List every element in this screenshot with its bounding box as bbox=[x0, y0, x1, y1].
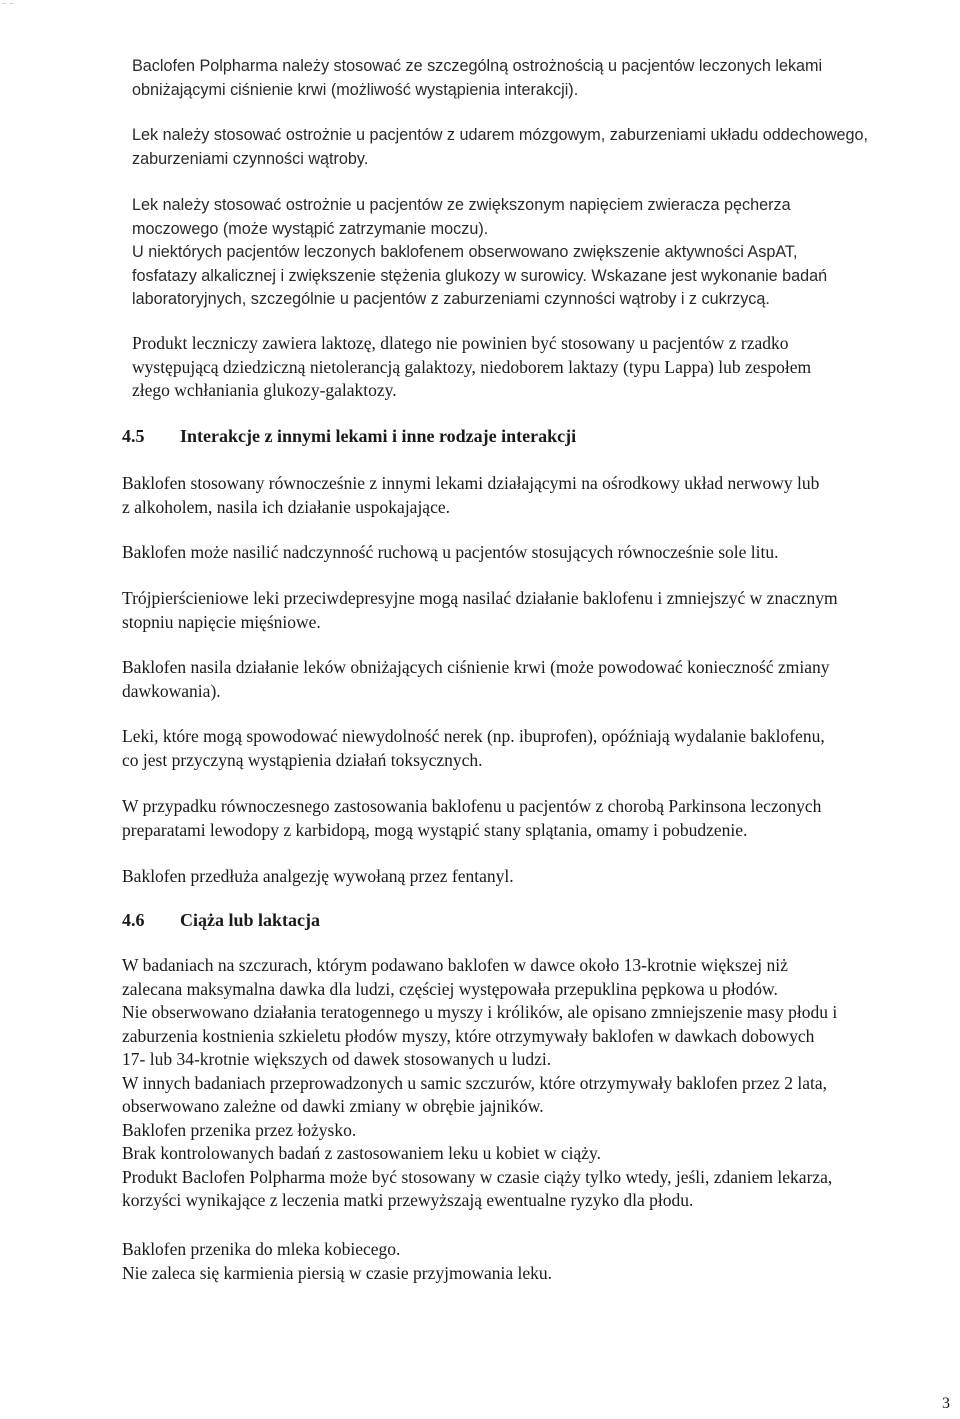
page-number: 3 bbox=[942, 1395, 950, 1412]
paragraph-hypotensive-caution: Baclofen Polpharma należy stosować ze szczególną ostrożnością u pacjentów leczonych lekami obniżającymi ciśnienie krwi (możliwość wystąpienia interakcji). bbox=[132, 57, 823, 99]
corner-mark: ⁻ ⁻ bbox=[2, 0, 14, 10]
section-title: Ciąża lub laktacja bbox=[180, 910, 321, 930]
section-title: Interakcje z innymi lekami i inne rodzaje interakcji bbox=[180, 426, 577, 446]
section-number: 4.5 bbox=[122, 426, 145, 446]
paragraph-pregnancy-studies: W badaniach na szczurach, którym podawano baklofen w dawce około 13-krotnie większej niż zalecana maksymalna dawka dla ludzi, częściej występowała przepuklina pępkowa u płodów. Nie obserwowano działania teratogennego u myszy i królików, ale opisano zmniejszenie masy płodu i zaburzenia kostnienia szkieletu płodów myszy, które otrzymywały baklofen w dawkach dobowych 17- lub 34-krotnie większych od dawek stosowanych u ludzi. W innych badaniach przeprowadzonych u samic szczurów, które otrzymywały baklofen przez 2 lata, obserwowano zależne od dawki zmiany w obrębie jajników. Baklofen przenika przez łożysko. Brak kontrolowanych badań z zastosowaniem leku u kobiet w ciąży. Produkt Baclofen Polpharma może być stosowany w czasie ciąży tylko wtedy, jeśli, zdaniem lekarza, korzyści wynikające z leczenia matki przewyższają ewentualne ryzyko dla płodu. bbox=[122, 955, 838, 1210]
section-number: 4.6 bbox=[122, 910, 145, 930]
paragraph-antihypertensive-interaction: Baklofen nasila działanie leków obniżających ciśnienie krwi (może powodować konieczność zmiany dawkowania). bbox=[122, 657, 830, 701]
paragraph-bladder-caution: Lek należy stosować ostrożnie u pacjentów ze zwiększonym napięciem zwieracza pęcherza moczowego (może wystąpić zatrzymanie moczu). U niektórych pacjentów leczonych baklofenem obserwowano zwiększenie aktywności AspAT, fosfatazy alkalicznej i zwiększenie stężenia glukozy w surowicy. Wskazane jest wykonanie badań laboratoryjnych, szczególnie u pacjentów z zaburzeniami czynności wątroby i z cukrzycą. bbox=[132, 196, 828, 308]
paragraph-lactose: Produkt leczniczy zawiera laktozę, dlatego nie powinien być stosowany u pacjentów z rzadko występującą dziedziczną nietolerancją galaktozy, niedoborem laktazy (typu Lappa) lub zespołem złego wchłaniania glukozy-galaktozy. bbox=[132, 333, 812, 400]
section-heading-4-5 bbox=[122, 426, 576, 447]
paragraph-parkinson-interaction: W przypadku równoczesnego zastosowania baklofenu u pacjentów z chorobą Parkinsona leczonych preparatami lewodopy z karbidopą, mogą wystąpić stany splątania, omamy i pobudzenie. bbox=[122, 796, 822, 840]
paragraph-cns-interaction: Baklofen stosowany równocześnie z innymi lekami działającymi na ośrodkowy układ nerwowy lub z alkoholem, nasila ich działanie uspokajające. bbox=[122, 473, 820, 517]
section-heading-4-6 bbox=[122, 910, 320, 931]
paragraph-lactation: Baklofen przenika do mleka kobiecego. Nie zaleca się karmienia piersią w czasie przyjmowania leku. bbox=[122, 1239, 553, 1283]
paragraph-lithium-interaction: Baklofen może nasilić nadczynność ruchową u pacjentów stosujących równocześnie sole litu. bbox=[122, 542, 779, 562]
paragraph-antidepressant-interaction: Trójpierścieniowe leki przeciwdepresyjne mogą nasilać działanie baklofenu i zmniejszyć w znacznym stopniu napięcie mięśniowe. bbox=[122, 588, 838, 632]
paragraph-fentanyl-interaction: Baklofen przedłuża analgezję wywołaną przez fentanyl. bbox=[122, 866, 514, 886]
paragraph-nephrotoxic-interaction: Leki, które mogą spowodować niewydolność nerek (np. ibuprofen), opóźniają wydalanie baklofenu, co jest przyczyną wystąpienia działań toksycznych. bbox=[122, 726, 825, 770]
paragraph-stroke-caution: Lek należy stosować ostrożnie u pacjentów z udarem mózgowym, zaburzeniami układu oddechowego, zaburzeniami czynności wątroby. bbox=[132, 126, 869, 168]
